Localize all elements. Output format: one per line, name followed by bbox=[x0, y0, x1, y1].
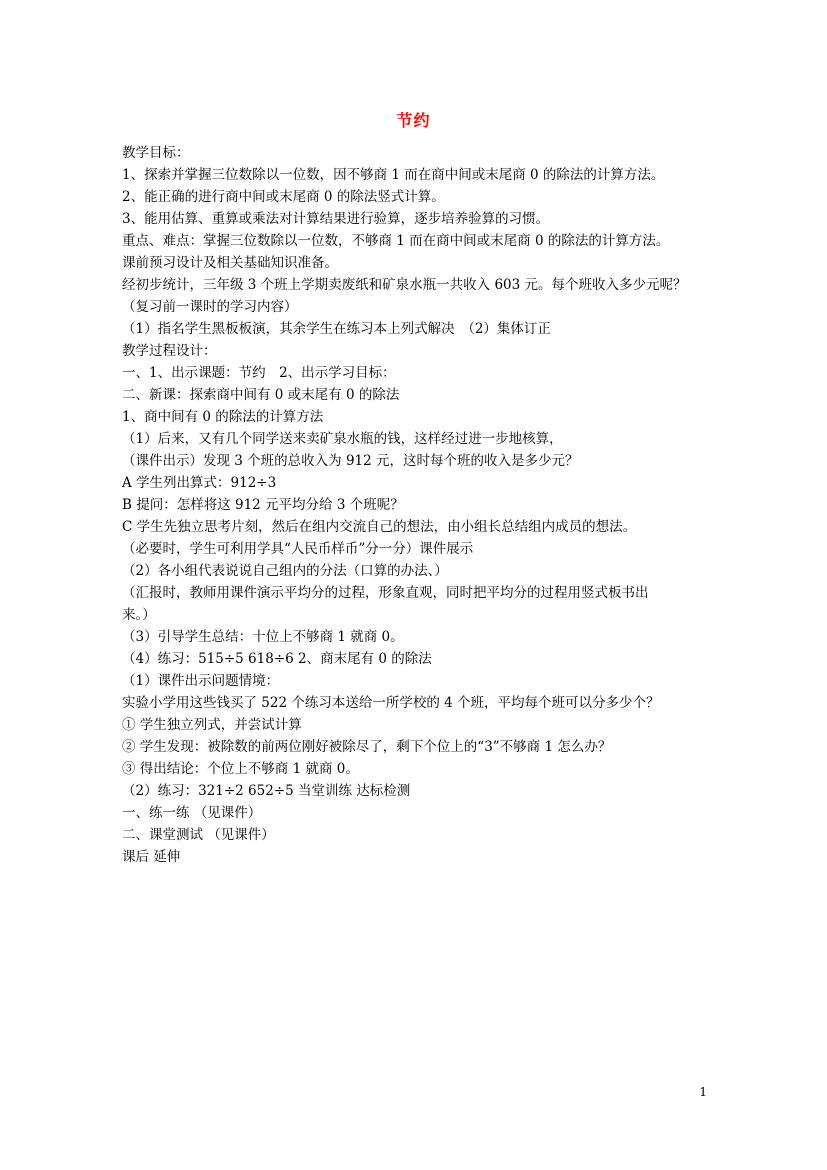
text-line: 1、探索并掌握三位数除以一位数，因不够商 1 而在商中间或末尾商 0 的除法的计算方法。 bbox=[122, 167, 665, 183]
text-line: 教学目标： bbox=[122, 145, 190, 161]
text-line: C 学生先独立思考片刻，然后在组内交流自己的想法，由小组长总结组内成员的想法。 bbox=[122, 519, 637, 535]
text-line: （必要时，学生可利用学具“人民币样币”分一分）课件展示 bbox=[122, 541, 474, 557]
text-line: 教学过程设计： bbox=[122, 343, 217, 359]
text-line: 经初步统计，三年级 3 个班上学期卖废纸和矿泉水瓶一共收入 603 元。每个班收入多少元呢？ bbox=[122, 277, 687, 293]
text-line: 一、练一练 （见课件） bbox=[122, 805, 262, 821]
text-line: 2、能正确的进行商中间或末尾商 0 的除法竖式计算。 bbox=[122, 189, 445, 205]
text-line: 来。） bbox=[122, 607, 156, 623]
page-number: 1 bbox=[699, 1085, 707, 1099]
text-line: （2）各小组代表说说自己组内的分法（口算的办法、） bbox=[122, 563, 448, 579]
text-line: （3）引导学生总结：十位上不够商 1 就商 0。 bbox=[122, 629, 404, 645]
text-line: 实验小学用这些钱买了 522 个练习本送给一所学校的 4 个班，平均每个班可以分多少个？ bbox=[122, 695, 660, 711]
text-line: 课前预习设计及相关基础知识准备。 bbox=[122, 255, 338, 271]
text-line: （4）练习：515÷5 618÷6 2、商末尾有 0 的除法 bbox=[122, 651, 432, 667]
text-line: （1）课件出示问题情境： bbox=[122, 673, 280, 689]
text-line: （2）练习：321÷2 652÷5 当堂训练 达标检测 bbox=[122, 783, 411, 799]
document-title: 节约 bbox=[396, 111, 431, 130]
text-line: ① 学生独立列式，并尝试计算 bbox=[122, 717, 302, 733]
text-line: 二、新课：探索商中间有 0 或末尾有 0 的除法 bbox=[122, 387, 400, 403]
text-line: 二、课堂测试 （见课件） bbox=[122, 827, 275, 843]
text-line: 一、1、出示课题：节约 2、出示学习目标： bbox=[122, 365, 396, 381]
text-line: 1、商中间有 0 的除法的计算方法 bbox=[122, 409, 324, 425]
text-line: （1）指名学生黑板板演，其余学生在练习本上列式解决 （2）集体订正 bbox=[122, 321, 551, 337]
text-line: 3、能用估算、重算或乘法对计算结果进行验算，逐步培养验算的习惯。 bbox=[122, 211, 550, 227]
text-line: （复习前一课时的学习内容） bbox=[122, 299, 298, 315]
document-body bbox=[122, 142, 722, 868]
text-line: （1）后来，又有几个同学送来卖矿泉水瓶的钱，这样经过进一步地核算， bbox=[122, 431, 563, 447]
text-line: ③ 得出结论：个位上不够商 1 就商 0。 bbox=[122, 761, 359, 777]
text-line: ② 学生发现：被除数的前两位刚好被除尽了，剩下个位上的“3”不够商 1 怎么办？ bbox=[122, 739, 612, 755]
text-line: B 提问：怎样将这 912 元平均分给 3 个班呢？ bbox=[122, 497, 404, 513]
text-line: （课件出示）发现 3 个班的总收入为 912 元，这时每个班的收入是多少元？ bbox=[122, 453, 579, 469]
text-line: 课后 延伸 bbox=[122, 849, 181, 865]
text-line: （汇报时，教师用课件演示平均分的过程，形象直观，同时把平均分的过程用竖式板书出 bbox=[122, 585, 649, 601]
text-line: A 学生列出算式：912÷3 bbox=[122, 475, 277, 491]
text-line: 重点、难点：掌握三位数除以一位数，不够商 1 而在商中间或末尾商 0 的除法的计算方法。 bbox=[122, 233, 670, 249]
